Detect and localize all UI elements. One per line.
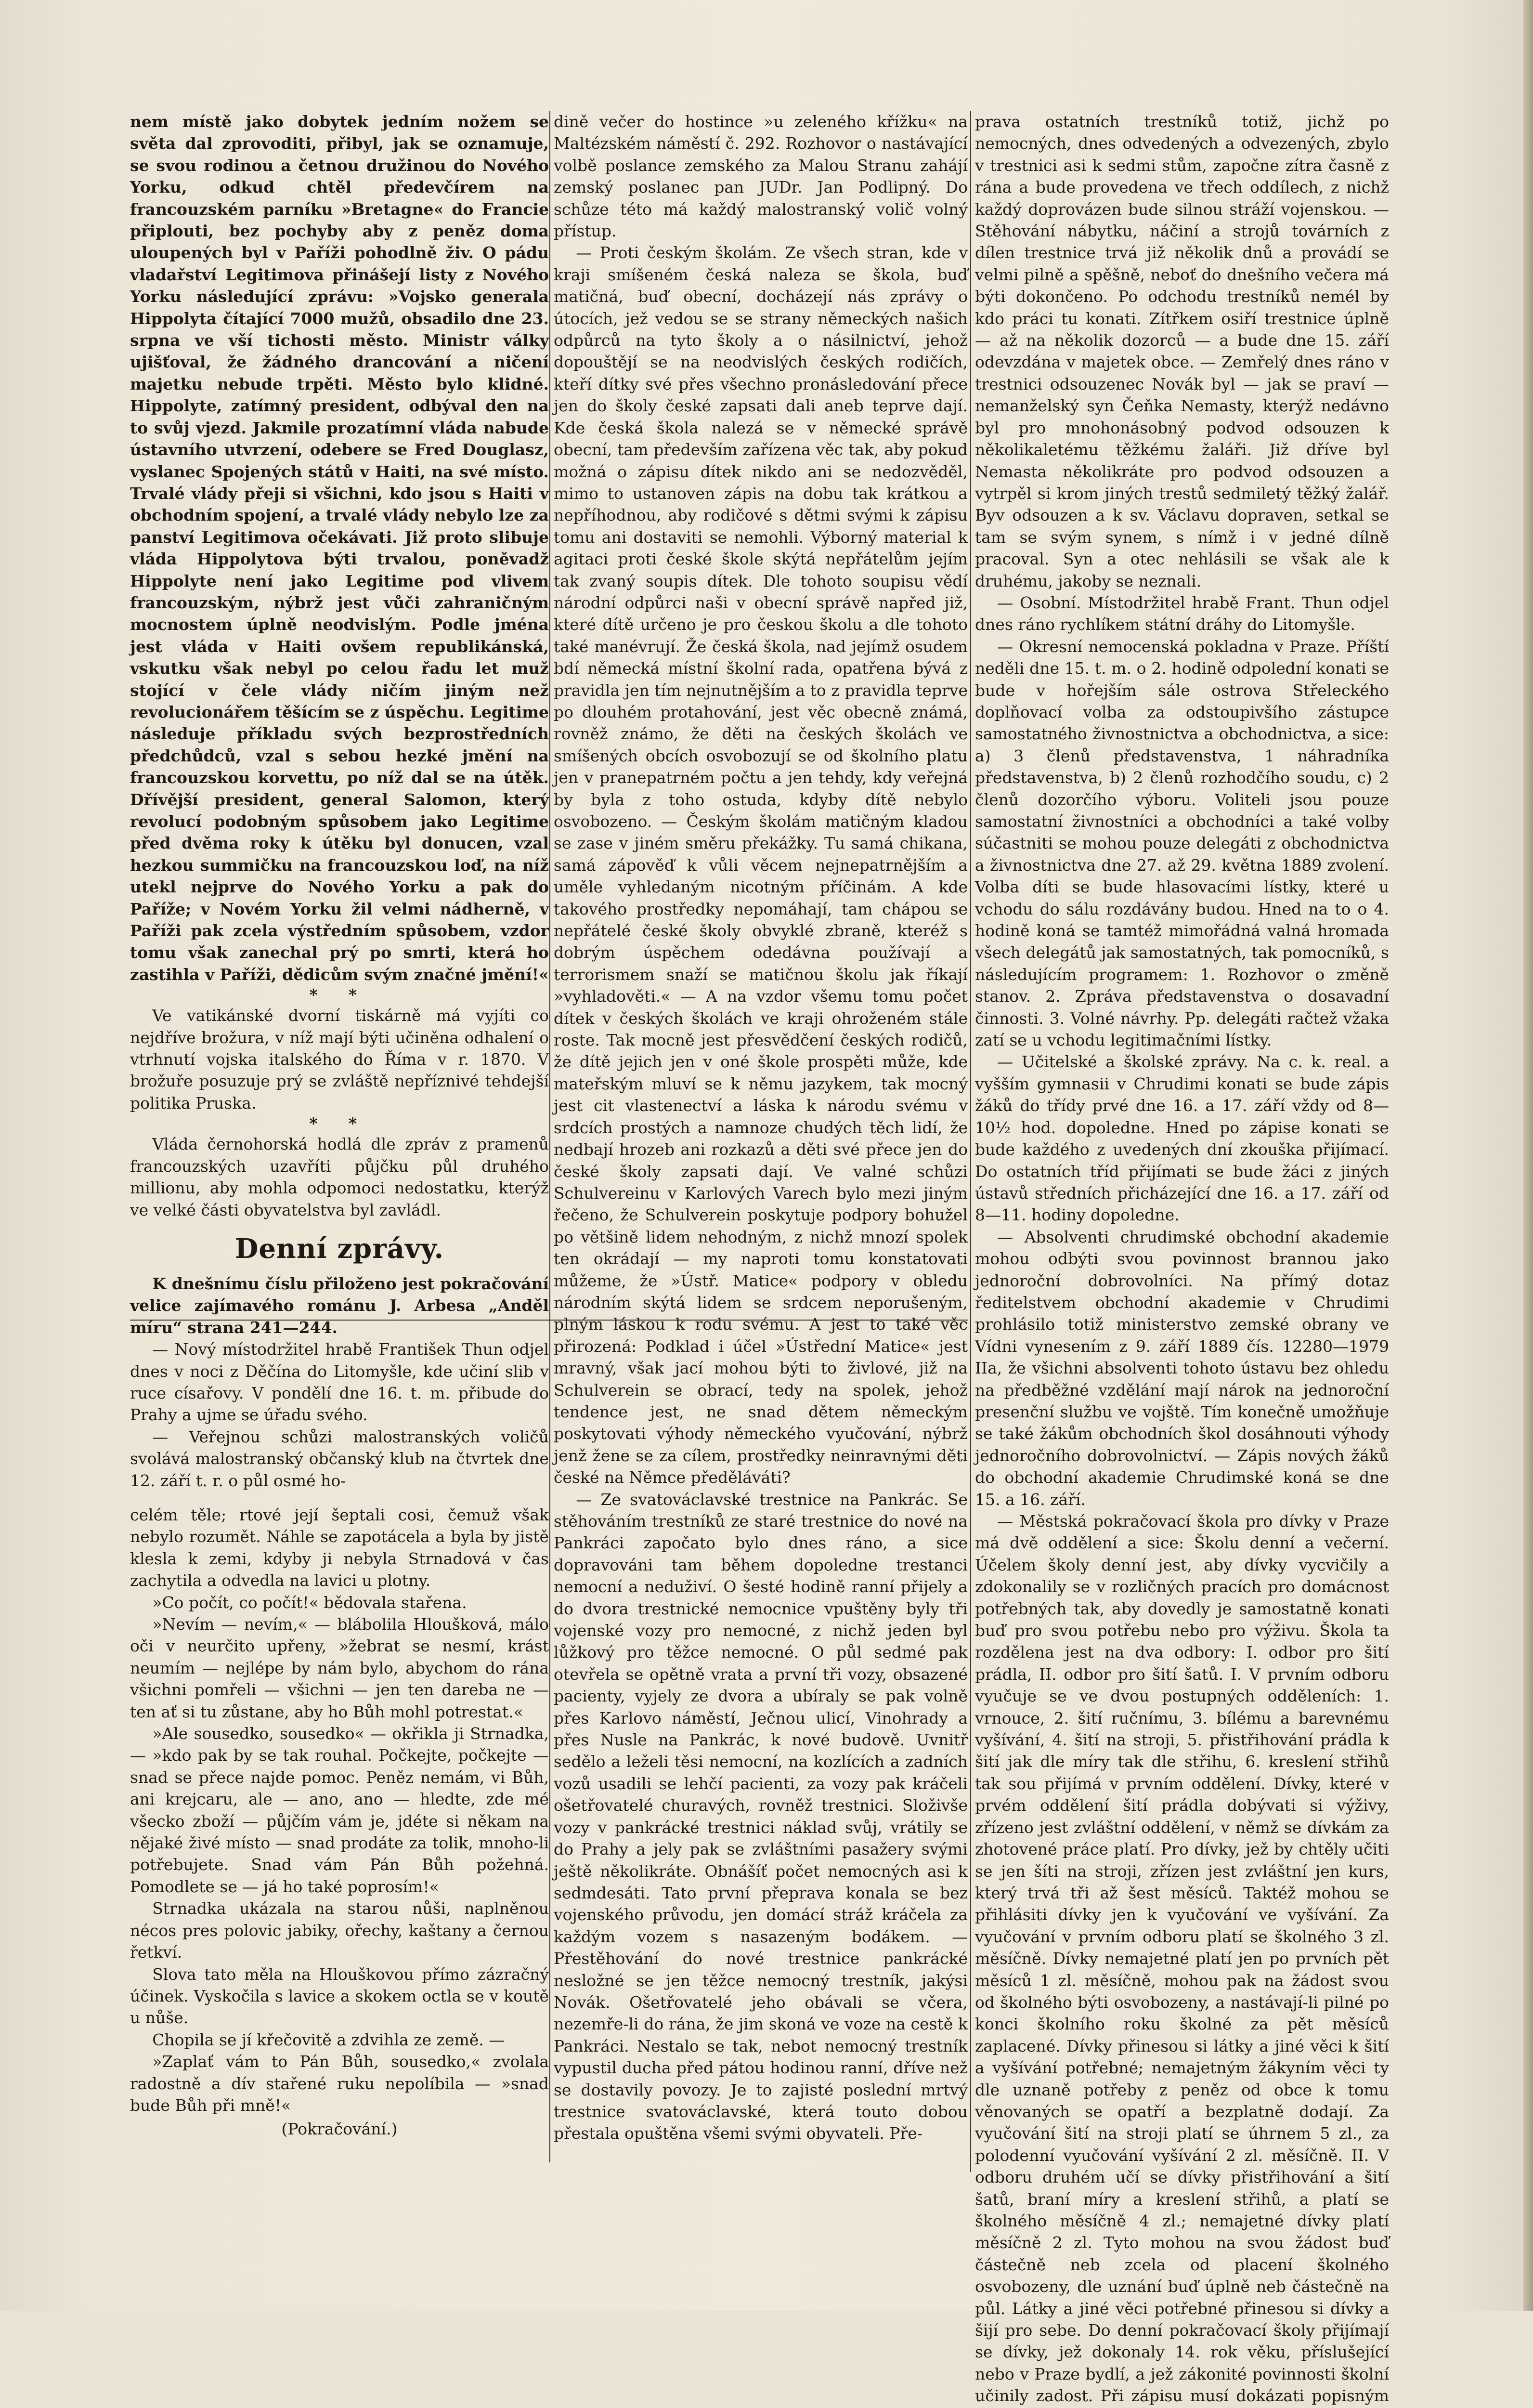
column-rule-1 (549, 111, 550, 2162)
column-1 (130, 111, 549, 2139)
column-2 (554, 111, 968, 2162)
separator-stars: * * (309, 985, 370, 1005)
column-3 (975, 111, 1389, 2406)
article-vatican: Ve vatikánské dvorní tiskárně má vyjíti co nejdříve brožura, v níž mají býti učiněna odhalení o vtrhnutí vojska italského do Říma v r. 1870. V brožuře posuzuje prý se zvláště nepříznivé tehdejší politika Pruska. (130, 1006, 549, 1112)
feuilleton-paragraph: Chopila se jí křečovitě a zdvihla ze země. — (152, 2030, 505, 2049)
separator-stars: * * (309, 1114, 370, 1133)
news-governor: — Nový místodržitel hrabě František Thun odjel dnes v noci z Děčína do Litomyšle, kde učiní slib v ruce císařovy. V pondělí dne 16. t. m. přibude do Prahy a ujme se úřadu svého. (130, 1340, 549, 1425)
section-heading: Denní zprávy. (234, 1232, 444, 1265)
news-personal: — Osobní. Místodržitel hrabě Frant. Thun odjel dnes ráno rychlíkem státní dráhy do Litomyšle. (975, 593, 1389, 634)
news-prison-move: — Ze svatováclavské trestnice na Pankrác. Se stěhováním trestníků ze staré trestnice do nové na Pankráci započato bylo dnes ráno, a sice dopravováni tam během dopoledne trestanci nemocní a neduživí. O šesté hodině ranní přijely a do dvora trestnické nemocnice vpuštěny byly tři vojenské vozy pro nemocné, z nichž jeden byl lůžkový pro těžce nemocné. O půl sedmé pak otevřela se opětně vrata a první tři vozy, obsazené pacienty, vyjely ze dvora a ubíraly se pak volně přes Karlovo náměstí, Ječnou ulicí, Vinohrady a přes Nusle na Pankrác, k nové budově. Uvnitř sedělo a leželi těsi nemocní, na kozlících a zadních vozů usadili se lehčí pacienti, za vozy pak kráčeli ošetřovatelé churavých, rovněž trestnici. Složivše vozy v pankrácké trestnici náklad svůj, vrátily se do Prahy a jely pak se zvláštními pasažery svými ještě několikráte. Obnášíť počet nemocných asi k sedmdesáti. Tato první přeprava konala se bez vojenského průvodu, jen domácí stráž kráčela za každým vozem s nasazeným bodákem. — Přestěhování do nové trestnice pankrácké nesložné se jen těžce nemocný trestník, jakýsi Novák. Ošetřovatelé jeho obávali se včera, nezemře-li do rána, že jim skoná ve voze na cestě k Pankráci. Nestalo se tak, nebot nemocný trestník vypustil ducha před pátou hodinou ranní, dříve než se dostavily povozy. Je to zajisté poslední mrtvý trestnice svatováclavské, která touto dobou přestala opuštěna všemi svými obyvateli. Pře- (554, 1490, 968, 2143)
article-montenegro: Vláda černohorská hodlá dle zpráv z pramenů francouzských uzavříti půjčku půl druhého millionu, aby mohla odpomoci nedostatku, kterýž ve velké části obyvatelstva byl zavládl. (130, 1135, 549, 1219)
news-czech-schools: — Proti českým školám. Ze všech stran, kde v kraji smíšeném česká naleza se škola, buď matičná, buď obecní, docházejí nás zprávy o útocích, jež vedou se se strany německých našich odpůrců na tyto školy a o násilnictví, jehož dopouštějí se na neodvislých českých rodičích, kteří dítky své přes všechno pronásledování přece jen do školy české zapsati dali aneb teprve dají. Kde česká škola nalezá se v německé správě obecní, tam především zařízena věc tak, aby pokud možná o zápisu dítek nikdo ani se nedozvěděl, mimo to ustanoven zápis na dobu tak krátkou a nepříhodnou, aby rodičové s dětmi svými k zápisu tomu ani dostaviti se nemohli. Výborný material k agitaci proti české škole skýtá nepřátelům jejím tak zvaný soupis dítek. Dle tohoto soupisu vědí národní odpůrci naši v obecní správě napřed již, které dítě určeno je pro českou školu a dle tohoto také manévrují. Že česká škola, nad jejímž osudem bdí německá místní školní rada, opatřena bývá z pravidla jen tím nejnutnějším a to z pravidla teprve po dlouhém protahování, jest věc obecně známá, rovněž známo, že děti na českých školách ve smíšených obcích osvobozují se od školního platu jen v pranepatrném počtu a jen tehdy, kdy veřejná by byla z toho ostuda, kdyby dítě nebylo osvobozeno. — Českým školám matičným kladou se zase v jiném směru překážky. Tu samá chikana, samá zápověď k vůli věcem nejnepatrnějším a uměle vyhledaným nicotným příčinám. A kde takového prostředky nepomáhají, tam chápou se nepřátelé české školy obvyklé zbraně, kteréž s dobrým úspěchem odedávna používají a terrorismem snaží se matičnou školu jak říkají »vyhladověti.« — A na vzdor všemu tomu počet dítek v českých školách ve kraji ohroženém stále roste. Tak mocně jest přesvědčení českých rodičů, že dítě jejich jen v oné škole prospěti může, kde mateřským mluví se k němu jazykem, tak mocný jest cit vlastenectví a láska k národu svému v srdcích prostých a namnoze chudých těch lidí, že nedbají hrozeb ani rozkazů a děti své přece jen do české školy zapsati dají. Ve valné schůzi Schulvereinu v Karlových Varech bylo mezi jiným řečeno, že Schulverein poskytuje podpory bohužel po většině lidem nehodným, z nichž mnozí spolek ten okrádají — my naproti tomu konstatovati můžeme, že »Ústř. Matice« podpory v obledu národním skýtá lidem se srdcem neporušeným, plným láskou k rodu svému. A jest to také věc přirozená: Podklad i účel »Ústřední Matice« jest mravný, však jací mohou býti to živlové, již na Schulverein se obrací, tedy na spolek, jehož tendence jest, ne snad dětem německým poskytovati výhody německého vyučování, nýbrž jenž žene se za cílem, prostředky neinravnými děti české na Němce předěláváti? (554, 243, 968, 1487)
news-meeting-cont: dině večer do hostince »u zeleného křížku« na Maltézském náměstí č. 292. Rozhovor o nastávající volbě poslance zemského za Malou Stranu zahájí zemský poslanec pan JUDr. Jan Podlipný. Do schůze této má každý malostranský volič volný přístup. (554, 112, 968, 241)
feuilleton-paragraph: celém těle; rtové její šeptali cosi, čemuž však nebylo rozumět. Náhle se zapotácela a byla by jistě klesla k zemi, kdyby ji nebyla Strnadová v čas zachytila a odvedla na lavici u plotny. (130, 1505, 549, 1590)
page-edge-shadow (1523, 0, 1533, 2311)
feuilleton-paragraph: Slova tato měla na Hlouškovou přímo zázračný účinek. Vyskočila s lavice a skokem octla se v koutě u nůše. (130, 1964, 549, 2028)
feuilleton-paragraph: »Zaplať vám to Pán Bůh, sousedko,« zvolala radostně a dív stařené ruku nepolíbila — »snad bude Bůh při mně!« (130, 2052, 549, 2115)
article-haiti: nem místě jako dobytek jedním nožem se světa dal zprovoditi, přibyl, jak se oznamuje, se svou rodinou a četnou družinou do Nového Yorku, odkud chtěl předevčírem na francouzském parníku »Bretagne« do Francie připlouti, bez pochyby aby z peněz doma uloupených byl v Paříži pohodlně živ. O pádu vladařství Legitimova přinášejí listy z Nového Yorku následující zprávu: »Vojsko generala Hippolyta čítající 7000 mužů, obsadilo dne 23. srpna ve vší tichosti město. Ministr války ujišťoval, že žádného drancování a ničení majetku nebude trpěti. Město bylo klidné. Hippolyte, zatímný president, odbýval den na to svůj vjezd. Jakmile prozatímní vláda nabude ústavního utvrzení, odebere se Fred Douglasz, vyslanec Spojených států v Haiti, na své místo. Trvalé vlády přeji si všichni, kdo jsou s Haiti v obchodním spojení, a trvalé vlády nebylo lze za panství Legitimova očekávati. Již proto slibuje vláda Hippolytova býti trvalou, poněvadž Hippolyte není jako Legitime pod vlivem francouzským, nýbrž jest vůči zahraničným mocnostem úplně neodvislým. Podle jména jest vláda v Haiti ovšem republikánská, vskutku však nebyl po celou řadu let muž stojící v čele vlády ničím jiným než revolucionářem těšícím se z úspěchu. Legitime následuje příkladu svých bezprostředních předchůdců, vzal s sebou hezké jmění na francouzskou korvettu, po níž dal se na útěk. Dřívější president, general Salomon, který revolucí podobným spůsobem jako Legitime před dvěma roky k útěku byl donucen, vzal hezkou summičku na francouzskou loď, na níž utekl nejprve do Nového Yorku a pak do Paříže; v Novém Yorku žil velmi nádherně, v Paříži pak zcela výstředním spůsobem, vzdor tomu však zanechal prý po smrti, která ho zastihla v Paříži, dědicům svým značné jmění!« (130, 112, 549, 984)
news-girls-school: — Městská pokračovací škola pro dívky v Praze má dvě oddělení a sice: Školu denní a večerní. Účelem školy denní jest, aby dívky vycvičily a zdokonalily se v rozličných pracích pro domácnost potřebných tak, aby dovedly je samostatně konati buď pro svou potřebu nebo pro výživu. Škola ta rozdělena jest na dva odbory: I. odbor pro šití prádla, II. odbor pro šití šatů. I. V prvním odboru vyučuje se ve dvou postupných odděleních: 1. vrnouce, 2. šití ručnímu, 3. bílému a barevnému vyšívání, 4. šití na stroji, 5. přistřihování prádla k šití jak dle míry tak dle střihu, 6. kreslení střihů tak sou přijímá v prvním oddělení. Dívky, které v prvém oddělení šití prádla dobývati si výživy, zřízeno jest zvláštní oddělení, v němž se dívkám za zhotovené práce platí. Pro dívky, jež by chtěly učiti se jen šíti na stroji, zřízen jest zvláštní jen kurs, který trvá tři až šest měsíců. Taktéž mohou se přihlásiti dívky jen k vyučování ve vyšívání. Za vyučování v prvním odboru platí se školného 3 zl. měsíčně. Dívky nemajetné platí jen po prvních pět měsíců 1 zl. měsíčně, mohou pak na žádost svou od školného býti osvobozeny, a nastávají-li pilné po konci školního roku školné za pět měsíců zaplacené. Dívky přinesou si látky a jiné věci k šití a vyšívání potřebné; nemajetným žákyním věci ty dle uznaně potřeby z peněz od obce k tomu věnovaných se opatří a bezplatně dodají. Za vyučování šití na stroji platí se úhrnem 5 zl., za polodenní vyučování vyšívání 2 zl. měsíčně. II. V odboru druhém učí se dívky přistřihování a šití šatů, braní míry a kreslení střihů, a platí se školného měsíčně 4 zl.; nemajetné dívky platí měsíčně 2 zl. Tyto mohou na svou žádost buď částečně neb zcela od placení školného osvobozeny, dle uznání buď úplně neb částečně na půl. Látky a jiné věci potřebné přinesou si dívky a šijí pro sebe. Do denní pokračovací školy přijímají se dívky, jež dokonaly 14. rok věku, příslušející nebo v Praze bydlí, a jež zákonité povinnosti školní učinily zadost. Při zápisu musí dokázati popisným (975, 1512, 1389, 2406)
news-school: — Učitelské a školské zprávy. Na c. k. real. a vyšším gymnasii v Chrudimi konati se bude zápis žáků do třídy prvé dne 16. a 17. září vždy od 8—10½ hod. dopoledne. Hned po zápise konati se bude každého z uvedených dní zkouška přijímací. Do ostatních tříd přijímati se bude žáci z jiných ústavů středních přicházející dne 16. a 17. září od 8—11. hodiny dopoledne. (975, 1052, 1389, 1225)
news-supplement: K dnešnímu číslu přiloženo jest pokračování velice zajímavého románu J. Arbesa „Anděl míru“ strana 241—244. (130, 1274, 549, 1337)
column-rule-2 (970, 111, 971, 2172)
feuilleton-paragraph: »Co počít, co počít!« bědovala stařena. (152, 1593, 467, 1612)
news-prison-move-cont: prava ostatních trestníků totiž, jichž po nemocných, dnes odvedených a odvezených, zbylo v trestnici asi k sedmi stům, započne zítra časně z rána a bude provedena ve třech oddílech, z nichž každý doprovázen bude silnou stráží vojenskou. — Stěhování nábytku, náčiní a strojů továrních z dílen trestnice trvá již několik dnů a provádí se velmi pilně a spěšně, neboť do dnešního večera má býti dokončeno. Po odchodu trestníků nemél by kdo práci tu konati. Zítřkem osiří trestnice úplně — až na několik dozorců — a bude dne 15. září odevzdána v majetek obce. — Zemřelý dnes ráno v trestnici odsouzenec Novák byl — jak se praví — nemanželský syn Čeňka Nemasty, kterýž nedávno byl pro mnohonásobný podvod odsouzen k několikaletému těžkému žaláři. Již dříve byl Nemasta několikráte pro podvod odsouzen a vytrpěl si krom jiných trestů sedmiletý těžký žalář. Byv odsouzen a k sv. Václavu dopraven, setkal se tam se svým synem, s nímž i v jedné dílně pracoval. Syn a otec nehlásili se však ale k druhému, jakoby se neznali. (975, 112, 1389, 590)
news-meeting: — Veřejnou schůzi malostranských voličů svolává malostranský občanský klub na čtvrtek dne 12. září t. r. o půl osmé ho- (130, 1427, 549, 1490)
feuilleton-paragraph: »Nevím — nevím,« — blábolila Hloušková, málo oči v neurčito upřeny, »žebrat se nesmí, krást neumím — nejlépe by nám bylo, abychom do rána všichni pomřeli — všichni — jen ten dareba ne — ten ať si tu zůstane, aby ho Bůh mohl potrestat.« (130, 1615, 549, 1721)
continuation-note: (Pokračování.) (281, 2120, 398, 2139)
feuilleton-paragraph: »Ale sousedko, sousedko« — okřikla ji Strnadka, — »kdo pak by se tak rouhal. Počkejte, počkejte — snad se přece najde pomoc. Peněz nemám, vi Bůh, ani krejcaru, ale — ano, ano — hledte, zde mé všecko zboží — půjčím vám je, jdéte si někam na nějaké živé místo — snad prodáte za tolik, mnoho-li potřebujete. Snad vám Pán Bůh požehná. Pomodlete se — já ho také poprosím!« (130, 1724, 549, 1896)
news-sick-fund: — Okresní nemocenská pokladna v Praze. Příští neděli dne 15. t. m. o 2. hodině odpolední konati se bude v hořejším sále ostrova Střeleckého doplňovací volba za odstoupivšího zástupce samostatného živnostnictva a obchodnictva, a sice: a) 3 členů představenstva, 1 náhradníka představenstva, b) 2 členů rozhodčího soudu, c) 2 členů dozorčího výboru. Voliteli jsou pouze samostatní živnostníci a obchodníci a také volby súčastniti se mohou pouze delegáti z obchodnictva a živnostnictva dne 27. až 29. května 1889 zvolení. Volba díti se bude hlasovacími lístky, které u vchodu do sálu rozdávány budou. Hned na to o 4. hodině koná se tamtéž mimořádná valná hromada všech delegátů jak samostatných, tak pomocníků, s následujícím programem: 1. Rozhovor o změně stanov. 2. Zpráva představenstva o dosavadní činnosti. 3. Volné návrhy. Pp. delegáti račtež vžaka zatí se u vchodu legitimačními lístky. (975, 637, 1389, 1050)
feuilleton-paragraph: Strnadka ukázala na starou nůši, naplněnou nécos pres polovic jabiky, ořechy, kaštany a černou řetkví. (130, 1899, 549, 1962)
news-academy: — Absolventi chrudimské obchodní akademie mohou odbýti svou povinnost brannou jako jednoroční dobrovolníci. Na přímý dotaz ředitelstvem obchodní akademie v Chrudimi prohlásilo totiž ministerstvo zemské obrany ve Vídni vynesením z 9. září 1889 čís. 12280—1979 IIa, že všichni absolventi tohoto ústavu bez ohledu na předběžné vzdělání mají nárok na jednoroční presenční službu ve vojště. Tím konečně umožňuje se také žákům obchodních škol dosáhnouti výhody jednoročního dobrovolnictví. — Zápis nových žáků do obchodní akademie Chrudimské koná se dne 15. a 16. září. (975, 1227, 1389, 1509)
